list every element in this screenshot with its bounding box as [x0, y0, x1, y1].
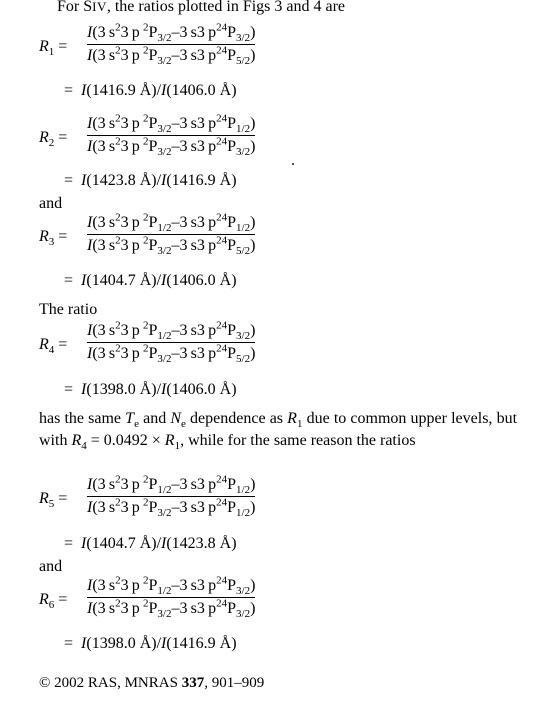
paragraph: has the same $T_e$ and $N_e$ dependence as $R_1$ due to common upper levels, but with $R_4 = 0.0492 \times R_1$, while for the same reason the ratios	[39, 410, 518, 452]
intro-rest: , the ratios plotted in Figs 3 and 4 are	[106, 0, 346, 15]
fraction-bar	[87, 44, 255, 45]
fraction-bar	[87, 496, 255, 497]
equation-r4	[39, 321, 519, 371]
fraction-denominator: I(3 $s^23$ p $^2P_{3/2}-3$ s3 $p^{24}P_{1/2}$)	[87, 496, 256, 520]
footer-prefix: © 2002 RAS, MNRAS	[39, 675, 182, 691]
fraction-bar	[87, 342, 255, 343]
fraction	[87, 473, 256, 520]
result-r1: = I(1416.9 Å)/I(1406.0 Å)	[64, 82, 237, 99]
footer-volume: 337	[181, 675, 205, 691]
connector-and-2: and	[39, 558, 63, 575]
fraction	[87, 211, 256, 258]
trailing-period: .	[291, 152, 295, 169]
fraction-bar	[87, 234, 255, 235]
connector-and-1: and	[39, 195, 63, 212]
equation-label: $R_5$ =	[39, 490, 68, 511]
fraction-denominator: I(3 $s^23$ p $^2P_{3/2}-3$ s3 $p^{24}P_{3/2}$)	[87, 135, 256, 159]
fraction-denominator: I(3 $s^23$ p $^2P_{3/2}-3$ s3 $p^{24}P_{5/2}$)	[87, 342, 256, 366]
footer	[39, 674, 264, 692]
fraction-denominator: I(3 $s^23$ p $^2P_{3/2}-3$ s3 $p^{24}P_{5/2}$)	[87, 44, 256, 68]
fraction	[87, 21, 256, 68]
equation-label: $R_6$ =	[39, 591, 68, 612]
result-r4: = I(1398.0 Å)/I(1406.0 Å)	[64, 381, 237, 398]
equation-r2	[39, 114, 519, 164]
equation-label: $R_1$ =	[39, 38, 68, 59]
fraction-numerator: I(3 $s^23$ p $^2P_{1/2}-3$ s3 $p^{24}P_{3/2}$)	[87, 319, 256, 343]
result-r5: = I(1404.7 Å)/I(1423.8 Å)	[64, 535, 237, 552]
intro-line	[57, 0, 345, 16]
fraction-numerator: I(3 $s^23$ p $^2P_{1/2}-3$ s3 $p^{24}P_{3/2}$)	[87, 574, 256, 598]
result-r2: = I(1423.8 Å)/I(1416.9 Å)	[64, 172, 237, 189]
fraction	[87, 574, 256, 621]
fraction	[87, 112, 256, 159]
equation-r5	[39, 475, 519, 525]
fraction-numerator: I(3 $s^23$ p $^2P_{1/2}-3$ s3 $p^{24}P_{1/2}$)	[87, 211, 256, 235]
fraction-denominator: I(3 $s^23$ p $^2P_{3/2}-3$ s3 $p^{24}P_{5/2}$)	[87, 234, 256, 258]
footer-pages: , 901–909	[204, 675, 265, 691]
fraction	[87, 319, 256, 366]
equation-label: $R_2$ =	[39, 129, 68, 150]
equation-r6	[39, 576, 519, 626]
fraction-bar	[87, 597, 255, 598]
fraction-numerator: I(3 $s^23$ p $^2P_{3/2}-3$ s3 $p^{24}P_{3/2}$)	[87, 21, 256, 45]
intro-ion: IV	[92, 0, 107, 14]
result-r6: = I(1398.0 Å)/I(1416.9 Å)	[64, 635, 237, 652]
fraction-bar	[87, 135, 255, 136]
equation-label: $R_4$ =	[39, 336, 68, 357]
intro-lead: For S	[57, 0, 93, 15]
equation-r1	[39, 23, 519, 73]
result-r3: = I(1404.7 Å)/I(1406.0 Å)	[64, 272, 237, 289]
fraction-numerator: I(3 $s^23$ p $^2P_{1/2}-3$ s3 $p^{24}P_{1/2}$)	[87, 473, 256, 497]
fraction-numerator: I(3 $s^23$ p $^2P_{3/2}-3$ s3 $p^{24}P_{1/2}$)	[87, 112, 256, 136]
fraction-denominator: I(3 $s^23$ p $^2P_{3/2}-3$ s3 $p^{24}P_{3/2}$)	[87, 597, 256, 621]
equation-label: $R_3$ =	[39, 228, 68, 249]
equation-r3	[39, 213, 519, 263]
connector-the-ratio: The ratio	[39, 301, 98, 318]
